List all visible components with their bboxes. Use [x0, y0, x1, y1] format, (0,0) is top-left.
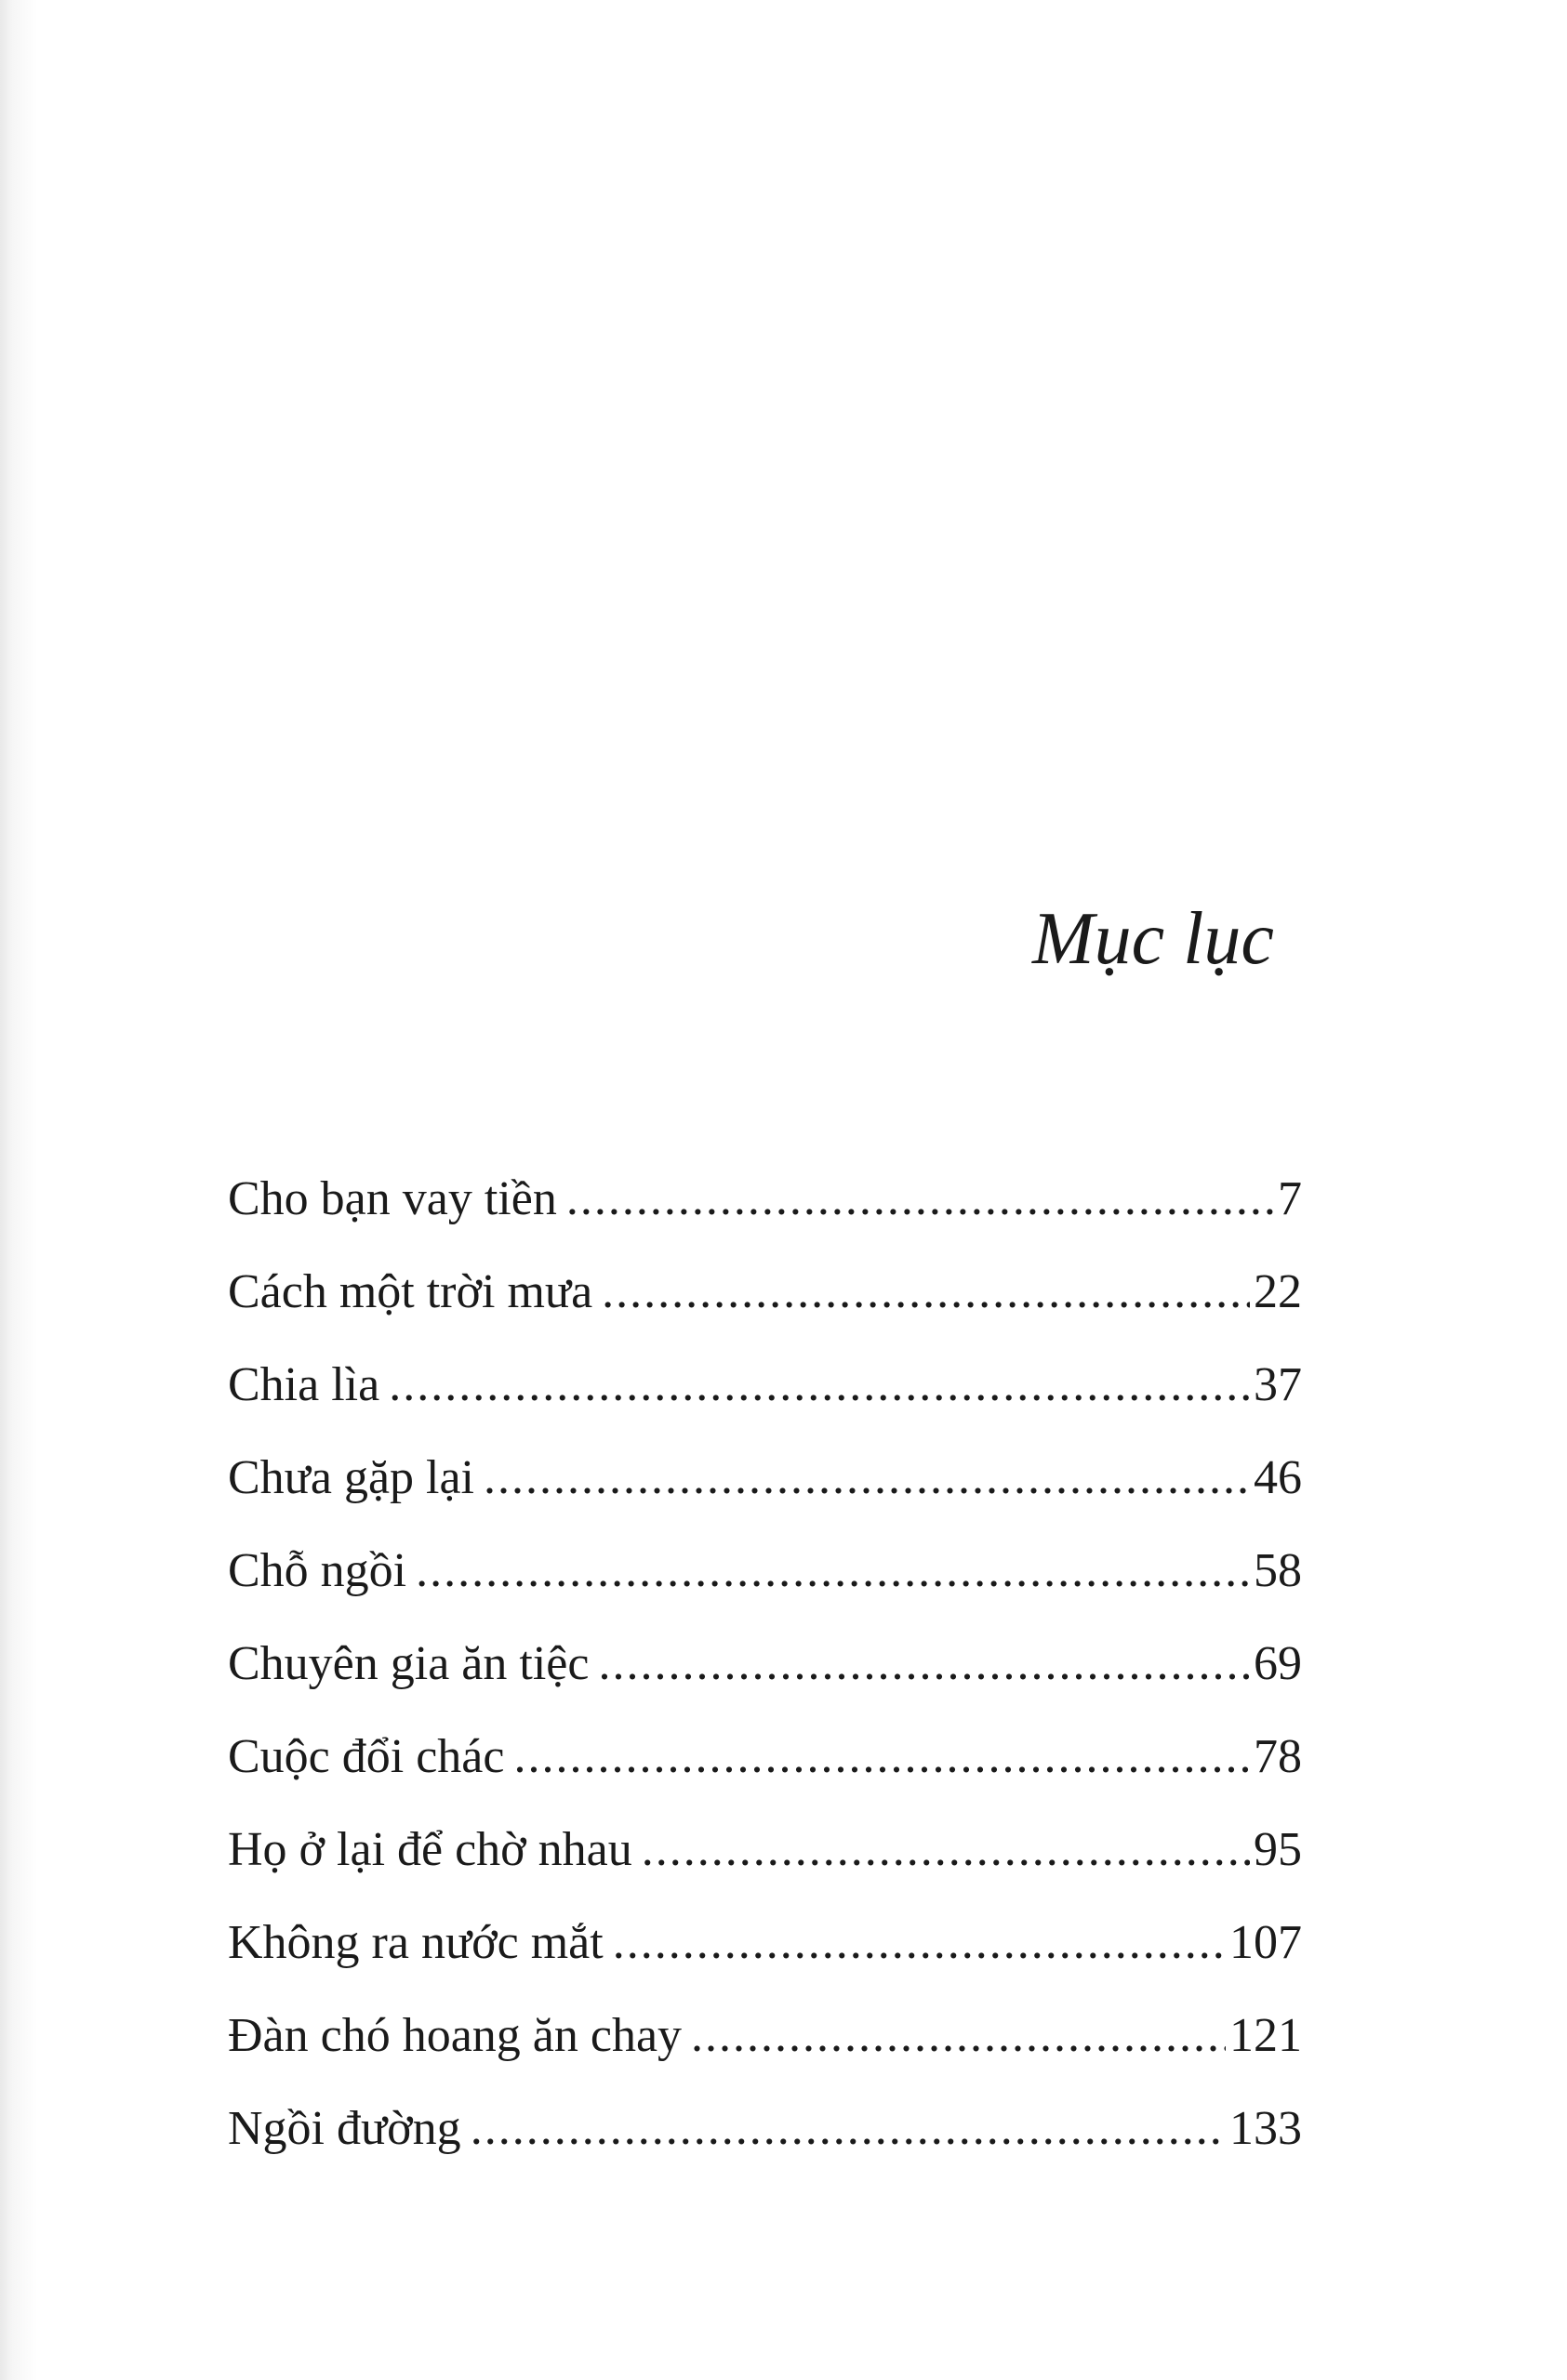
toc-entry: [228, 1990, 1302, 2082]
toc-entry: [228, 1339, 1302, 1432]
toc-entry: [228, 1432, 1302, 1525]
toc-entry-page: 22: [1254, 1265, 1302, 1318]
toc-entry-page: 58: [1254, 1544, 1302, 1597]
toc-entry-title: Cho bạn vay tiền: [228, 1172, 557, 1225]
dot-leader: [484, 1432, 1250, 1525]
toc-entry-page: 95: [1254, 1823, 1302, 1876]
dot-leader: [471, 2082, 1226, 2175]
toc-entry-page: 133: [1229, 2102, 1302, 2155]
dot-leader: [602, 1246, 1250, 1339]
toc-entry: [228, 1711, 1302, 1804]
page-title: Mục lục: [1032, 898, 1274, 980]
table-of-contents: [228, 1153, 1302, 2175]
toc-entry-title: Cách một trời mưa: [228, 1265, 593, 1318]
toc-entry: [228, 1525, 1302, 1618]
toc-entry: [228, 1804, 1302, 1897]
toc-entry-page: 69: [1254, 1637, 1302, 1690]
toc-entry: [228, 1618, 1302, 1711]
toc-entry-page: 46: [1254, 1451, 1302, 1504]
toc-entry-page: 107: [1229, 1916, 1302, 1969]
toc-entry-page: 37: [1254, 1358, 1302, 1411]
toc-entry-title: Chỗ ngồi: [228, 1544, 407, 1597]
dot-leader: [389, 1339, 1250, 1432]
dot-leader: [566, 1153, 1274, 1246]
toc-entry-title: Chưa gặp lại: [228, 1451, 475, 1504]
toc-entry-title: Chuyên gia ăn tiệc: [228, 1637, 590, 1690]
dot-leader: [416, 1525, 1250, 1618]
toc-entry-title: Họ ở lại để chờ nhau: [228, 1823, 632, 1876]
toc-entry: [228, 1153, 1302, 1246]
toc-entry-page: 7: [1278, 1172, 1302, 1225]
dot-leader: [598, 1618, 1250, 1711]
toc-entry: [228, 1246, 1302, 1339]
toc-entry-title: Đàn chó hoang ăn chay: [228, 2009, 683, 2062]
toc-entry-title: Không ra nước mắt: [228, 1916, 604, 1969]
dot-leader: [691, 1990, 1226, 2082]
toc-entry-title: Chia lìa: [228, 1358, 380, 1411]
toc-entry: [228, 1897, 1302, 1990]
toc-entry-page: 78: [1254, 1730, 1302, 1783]
toc-entry-title: Ngồi đường: [228, 2102, 461, 2155]
toc-entry: [228, 2082, 1302, 2175]
toc-entry-page: 121: [1229, 2009, 1302, 2062]
dot-leader: [642, 1804, 1250, 1897]
dot-leader: [613, 1897, 1226, 1990]
dot-leader: [513, 1711, 1250, 1804]
toc-entry-title: Cuộc đổi chác: [228, 1730, 505, 1783]
